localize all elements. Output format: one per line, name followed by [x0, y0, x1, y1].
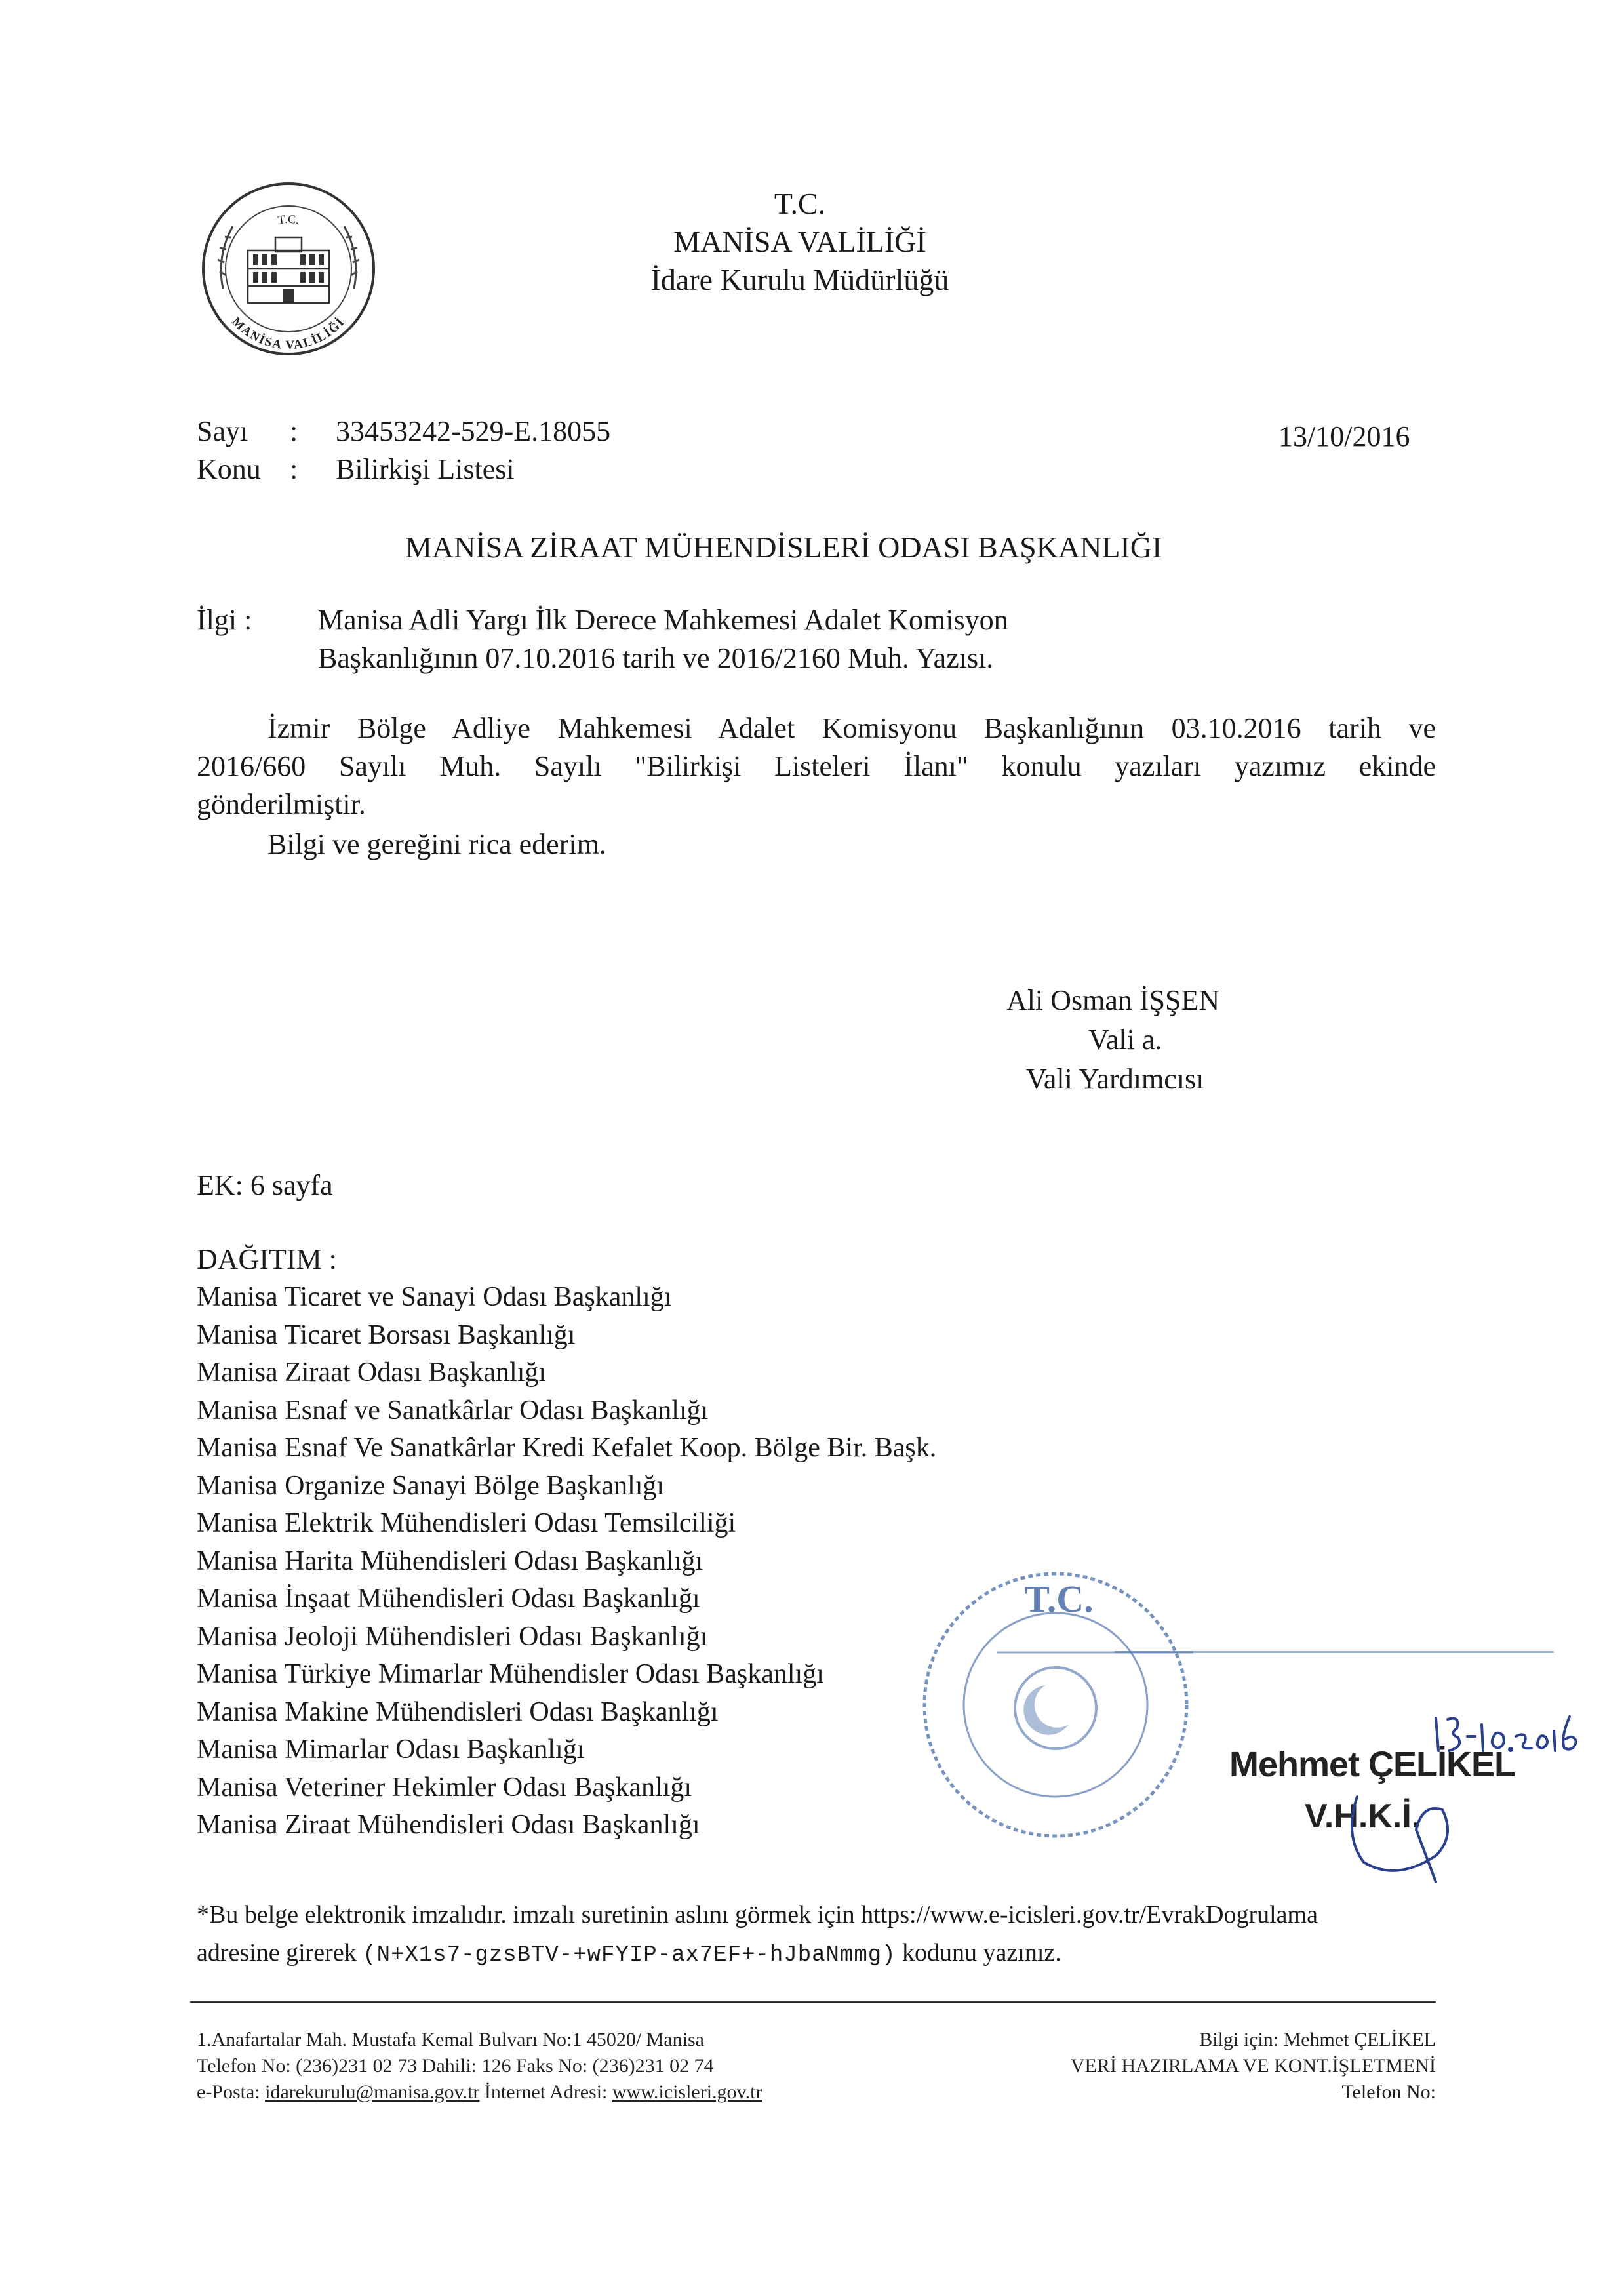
distribution-item: Manisa Esnaf ve Sanatkârlar Odası Başkanlığı: [197, 1395, 709, 1426]
e-signature-note-line-2: [197, 1938, 1061, 1968]
manisa-valiligi-seal-logo: [197, 177, 380, 361]
distribution-item: Manisa Ziraat Odası Başkanlığı: [197, 1357, 547, 1387]
konu-label: Konu: [197, 453, 261, 485]
sayi-label: Sayı: [197, 415, 248, 447]
ilgi-line-1: Manisa Adli Yargı İlk Derece Mahkemesi Adalet Komisyon: [318, 604, 1008, 636]
note-suffix: kodunu yazınız.: [902, 1939, 1061, 1966]
sayi-value: 33453242-529-E.18055: [336, 415, 611, 447]
footer-phone: Telefon No: (236)231 02 73 Dahili: 126 Faks No: (236)231 02 74: [197, 2055, 714, 2077]
header-institution: MANİSA VALİLİĞİ: [673, 225, 926, 258]
distribution-item: Manisa Mimarlar Odası Başkanlığı: [197, 1734, 585, 1765]
footer-web-link[interactable]: www.icisleri.gov.tr: [612, 2081, 762, 2103]
footer-info-department: VERİ HAZIRLAMA VE KONT.İŞLETMENİ: [1070, 2055, 1436, 2077]
document-date: 13/10/2016: [1278, 420, 1410, 452]
footer-email-label: e-Posta:: [197, 2081, 260, 2103]
signer-authority: Vali a.: [1088, 1024, 1162, 1056]
distribution-item: Manisa Elektrik Mühendisleri Odası Temsilciliği: [197, 1508, 736, 1538]
distribution-heading: DAĞITIM :: [197, 1243, 337, 1275]
distribution-item: Manisa Harita Mühendisleri Odası Başkanlığı: [197, 1546, 703, 1576]
distribution-item: Manisa Ticaret Borsası Başkanlığı: [197, 1319, 576, 1350]
handwritten-signature: [1337, 1784, 1469, 1888]
footer-address: 1.Anafartalar Mah. Mustafa Kemal Bulvarı No:1 45020/ Manisa: [197, 2029, 704, 2050]
body-paragraph-line-2: 2016/660 Sayılı Muh. Sayılı "Bilirkişi Listeleri İlanı" konulu yazıları yazımız ekinde: [197, 750, 1436, 782]
footer-email-link[interactable]: idarekurulu@manisa.gov.tr: [265, 2081, 480, 2103]
attachment-note: EK: 6 sayfa: [197, 1169, 333, 1201]
e-signature-note-line-1: *Bu belge elektronik imzalıdır. imzalı suretinin aslını görmek için https://www.e-icisleri.gov.tr/EvrakDogrulama: [197, 1901, 1318, 1928]
stamp-tc-text: T.C.: [1024, 1578, 1094, 1620]
seal-top-text: T.C.: [277, 212, 301, 227]
body-paragraph-line-3: gönderilmiştir.: [197, 788, 366, 820]
distribution-item: Manisa Ziraat Mühendisleri Odası Başkanlığı: [197, 1810, 700, 1840]
body-paragraph-line-1: İzmir Bölge Adliye Mahkemesi Adalet Komisyonu Başkanlığının 03.10.2016 tarih ve: [267, 712, 1436, 744]
seal-bottom-text: MANİSA VALİLİĞİ: [229, 315, 348, 353]
svg-text:T.C.: [277, 212, 300, 227]
ilgi-label: İlgi :: [197, 604, 252, 636]
letterhead: [551, 185, 1049, 299]
verification-code: (N+X1s7-gzsBTV-+wFYIP-ax7EF+-hJbaNmmg): [363, 1943, 896, 1968]
distribution-list: [197, 1279, 936, 1845]
distribution-item: Manisa Veteriner Hekimler Odası Başkanlığı: [197, 1772, 692, 1803]
konu-value: Bilirkişi Listesi: [336, 453, 515, 485]
footer-contact: [197, 2081, 762, 2104]
footer-info-contact: Bilgi için: Mehmet ÇELİKEL: [1199, 2029, 1436, 2050]
distribution-item: Manisa Jeoloji Mühendisleri Odası Başkanlığı: [197, 1621, 708, 1652]
signer-name: Ali Osman İŞŞEN: [1006, 984, 1220, 1016]
distribution-item: Manisa Makine Mühendisleri Odası Başkanlığı: [197, 1696, 719, 1727]
signer-title: Vali Yardımcısı: [1026, 1063, 1204, 1095]
certification-stamp: [918, 1561, 1193, 1849]
svg-text:MANİSA VALİLİĞİ: [229, 315, 347, 352]
certifier-title: V.H.K.İ.: [1305, 1797, 1421, 1835]
header-department: İdare Kurulu Müdürlüğü: [650, 263, 949, 296]
stamp-rule-line: [1115, 1651, 1554, 1653]
sayi-colon: :: [290, 415, 298, 447]
distribution-item: Manisa Esnaf Ve Sanatkârlar Kredi Kefalet Koop. Bölge Bir. Başk.: [197, 1433, 937, 1463]
distribution-item: Manisa Ticaret ve Sanayi Odası Başkanlığı: [197, 1282, 672, 1312]
footer-divider: [190, 2001, 1436, 2003]
footer-web-label: İnternet Adresi:: [484, 2081, 608, 2103]
note-prefix: adresine girerek: [197, 1939, 357, 1966]
distribution-item: Manisa İnşaat Mühendisleri Odası Başkanlığı: [197, 1584, 700, 1614]
certifier-name: Mehmet ÇELİKEL: [1229, 1745, 1516, 1784]
header-tc: T.C.: [774, 187, 826, 220]
distribution-item: Manisa Organize Sanayi Bölge Başkanlığı: [197, 1470, 665, 1501]
footer-info-phone: Telefon No:: [1341, 2081, 1436, 2103]
konu-colon: :: [290, 453, 298, 485]
recipient-heading: MANİSA ZİRAAT MÜHENDİSLERİ ODASI BAŞKANLIĞI: [405, 530, 1162, 564]
body-closing: Bilgi ve gereğini rica ederim.: [267, 828, 606, 860]
distribution-item: Manisa Türkiye Mimarlar Mühendisler Odası Başkanlığı: [197, 1659, 824, 1689]
ilgi-line-2: Başkanlığının 07.10.2016 tarih ve 2016/2160 Muh. Yazısı.: [318, 642, 994, 674]
